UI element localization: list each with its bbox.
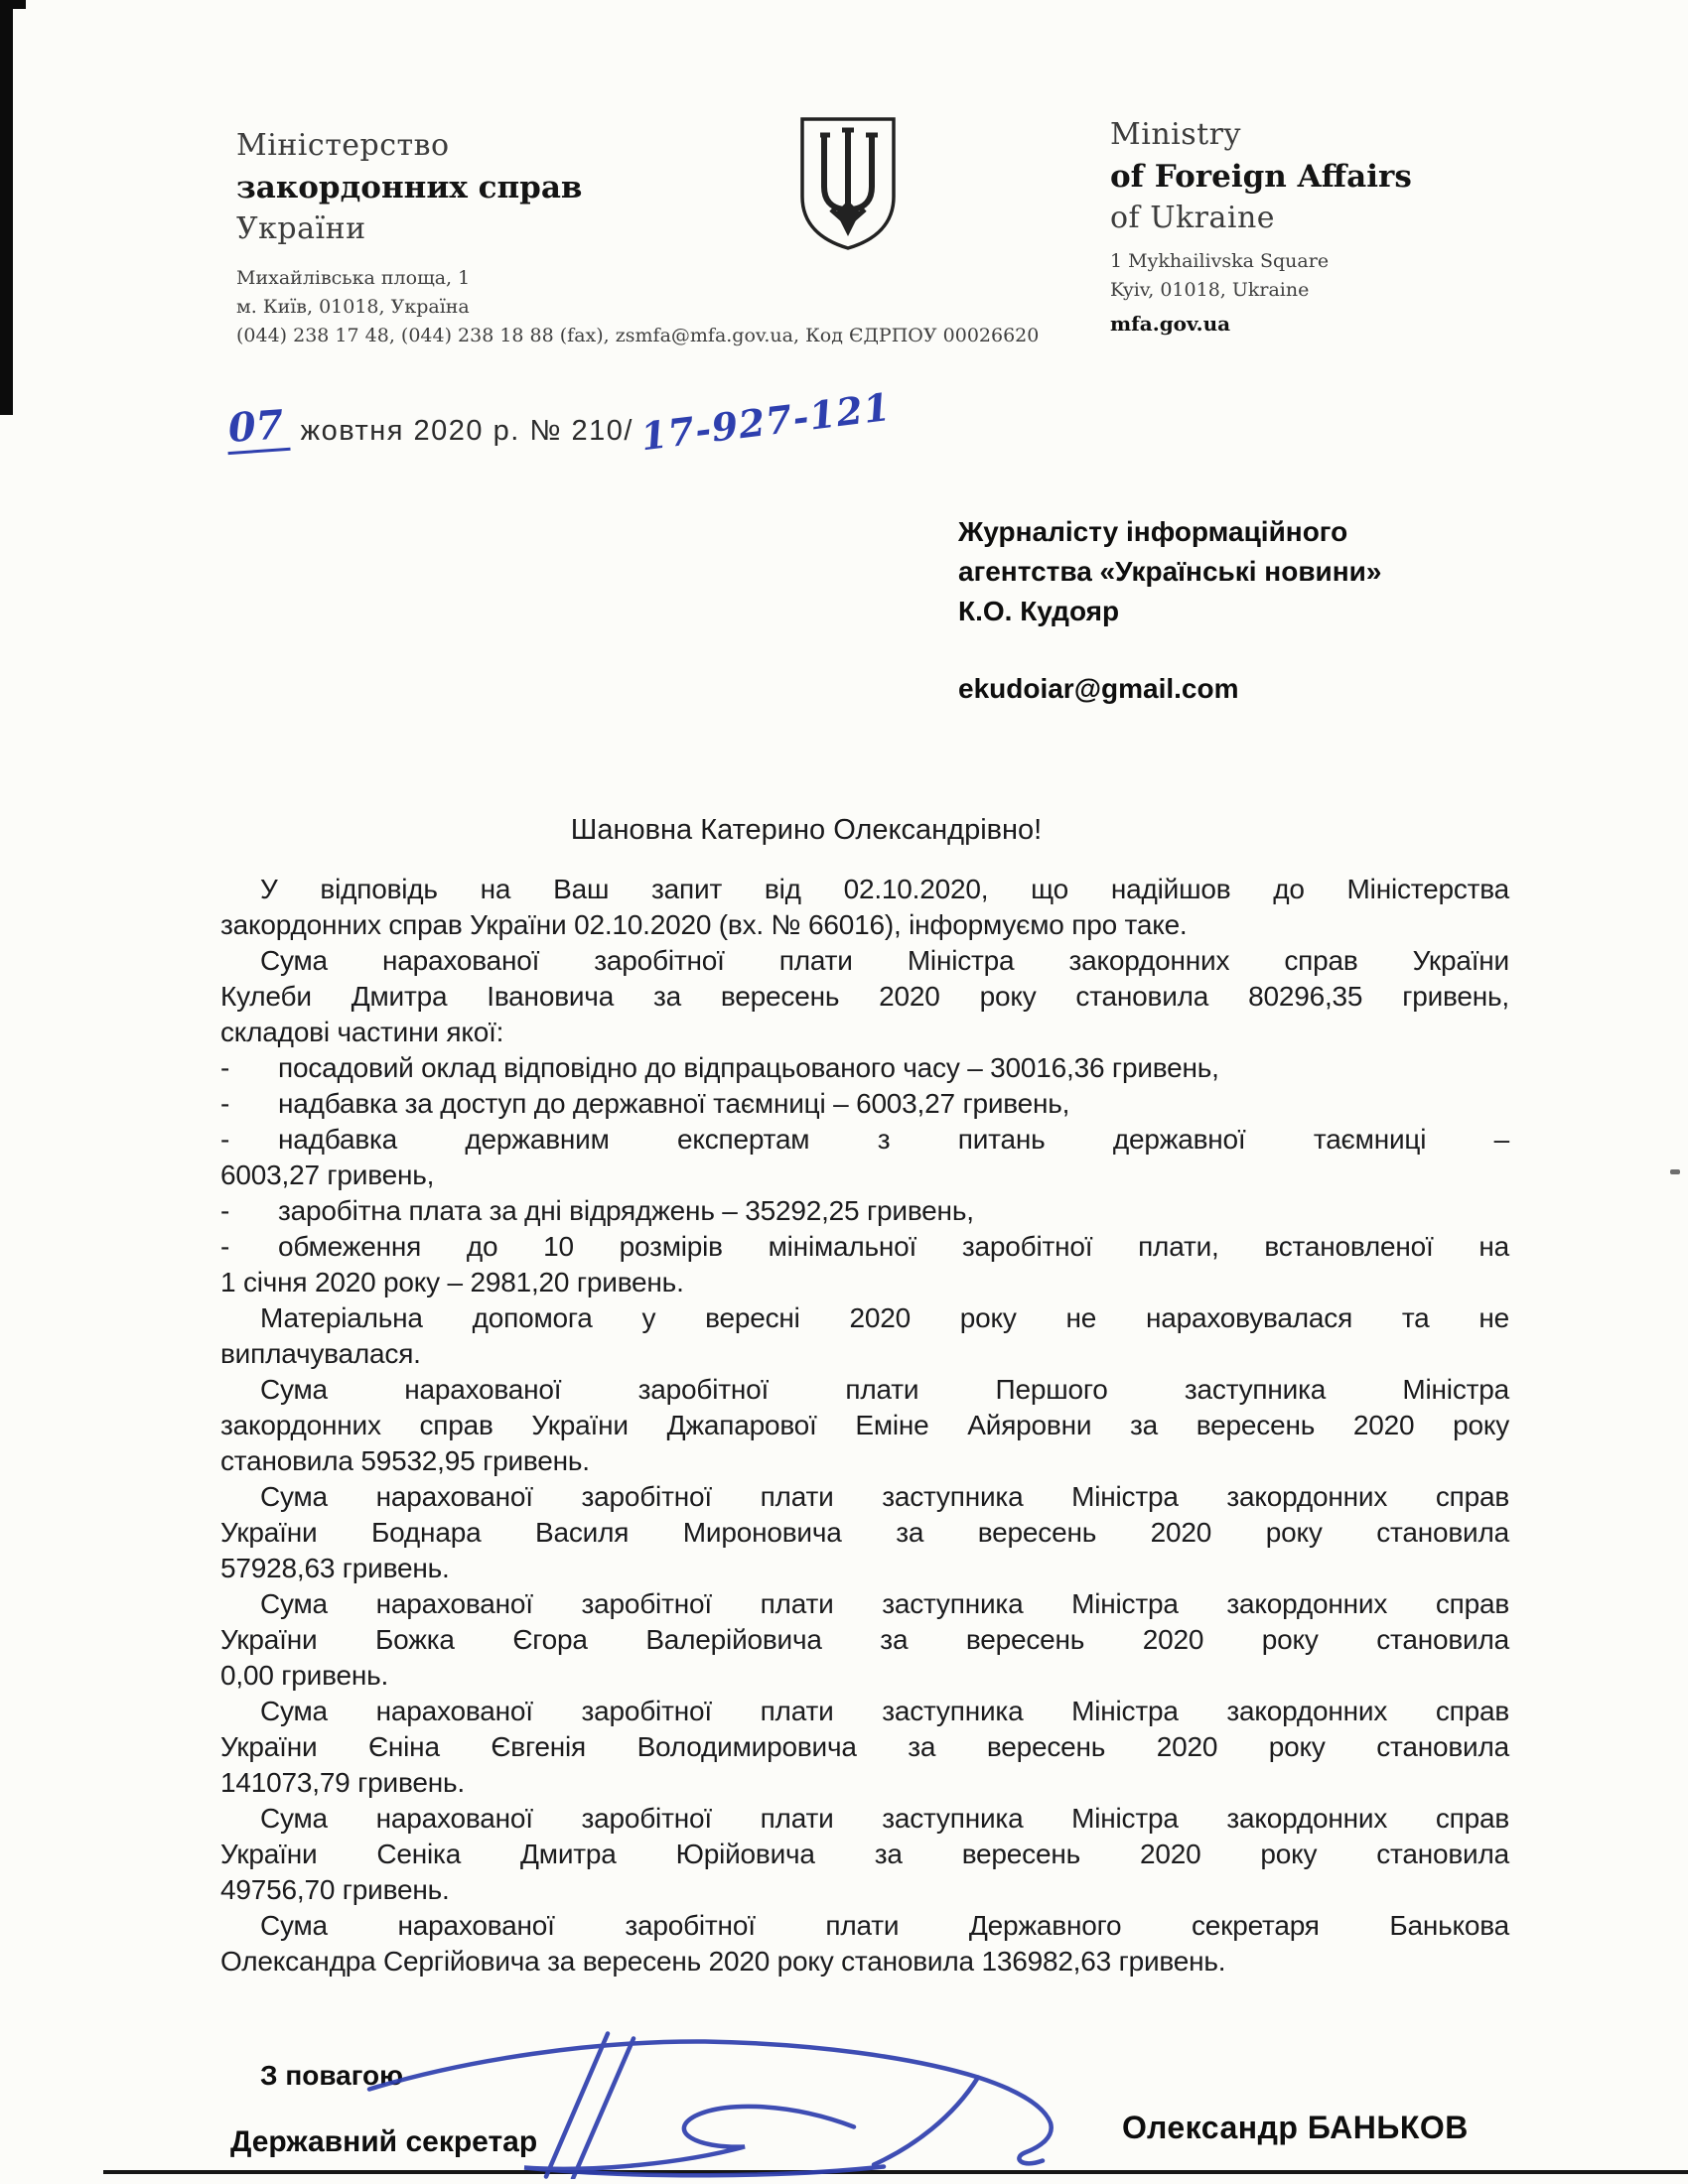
org-name-uk-line1: Міністерство [236, 128, 450, 163]
org-name-en-line1: Ministry [1110, 117, 1241, 152]
body-line: Сума нарахованої заробітної плати заступника Міністра закордонних справ [260, 1588, 1509, 1619]
body-line: - обмеження до 10 розмірів мінімальної заробітної плати, встановленої на [220, 1229, 1509, 1265]
letterhead-ukrainian [236, 125, 1039, 350]
scan-artifact-speck [1670, 1169, 1680, 1174]
body-line: 6003,27 гривень, [220, 1160, 435, 1190]
handwritten-signature [357, 2005, 1092, 2179]
body-line: України Сеніка Дмитра Юрійовича за вересень 2020 року становила [220, 1839, 1509, 1869]
body-line: 57928,63 гривень. [220, 1553, 450, 1583]
address-en-line2: Kyiv, 01018, Ukraine [1110, 279, 1310, 301]
body-line: Кулеби Дмитра Івановича за вересень 2020 року становила 80296,35 гривень, [220, 981, 1509, 1012]
org-name-uk-line3: України [236, 211, 366, 246]
address-uk-line1: Михайлівська площа, 1 [236, 267, 471, 289]
body-line: складові частини якої: [220, 1017, 504, 1047]
org-name-uk-line2: закордонних справ [236, 170, 583, 205]
closing-phrase: З повагою [260, 2060, 404, 2091]
body-line: виплачувалася. [220, 1338, 421, 1369]
address-uk-contacts: (044) 238 17 48, (044) 238 18 88 (fax), zsmfa@mfa.gov.ua, Код ЄДРПОУ 00026620 [236, 325, 1040, 346]
bullet-dash: - [220, 1231, 230, 1262]
body-line: Матеріальна допомога у вересні 2020 року не нараховувалася та не [260, 1302, 1509, 1333]
body-line: 1 січня 2020 року – 2981,20 гривень. [220, 1267, 684, 1297]
body-line: 0,00 гривень. [220, 1660, 389, 1691]
body-line: 141073,79 гривень. [220, 1767, 465, 1798]
bullet-dash: - [220, 1124, 230, 1155]
handwritten-reference-number: 17-927-121 [637, 383, 894, 460]
body-line: - надбавка державним експертам з питань державної таємниці – [220, 1122, 1509, 1158]
body-line: закордонних справ України 02.10.2020 (вх. № 66016), інформуємо про таке. [220, 909, 1188, 940]
body-line: - посадовий оклад відповідно до відпрацьованого часу – 30016,36 гривень, [220, 1050, 1509, 1086]
reference-line [226, 383, 894, 460]
website: mfa.gov.ua [1110, 312, 1231, 336]
body-line: становила 59532,95 гривень. [220, 1445, 590, 1476]
recipient-line2: агентства «Українські новини» [958, 556, 1382, 587]
body-line: Олександра Сергійовича за вересень 2020 року становила 136982,63 гривень. [220, 1946, 1226, 1977]
body-line: - надбавка за доступ до державної таємниці – 6003,27 гривень, [220, 1086, 1509, 1122]
body-line: Сума нарахованої заробітної плати заступника Міністра закордонних справ [260, 1481, 1509, 1512]
body-line: України Єніна Євгенія Володимировича за вересень 2020 року становила [220, 1731, 1509, 1762]
body-line: закордонних справ України Джапарової Еміне Айяровни за вересень 2020 року [220, 1410, 1509, 1440]
body-line: Сума нарахованої заробітної плати Першого заступника Міністра [260, 1374, 1509, 1405]
signer-title: Державний секретар [230, 2125, 538, 2158]
body-line: України Боднара Василя Мироновича за вересень 2020 року становила [220, 1517, 1509, 1548]
body-line: - заробітна плата за дні відряджень – 35292,25 гривень, [220, 1193, 1509, 1229]
recipient-block [958, 512, 1381, 709]
body-line: Сума нарахованої заробітної плати заступника Міністра закордонних справ [260, 1696, 1509, 1726]
body-line: Сума нарахованої заробітної плати заступника Міністра закордонних справ [260, 1803, 1509, 1834]
bullet-dash: - [220, 1088, 230, 1119]
letterhead-english [1110, 114, 1412, 339]
org-name-en-line2: of Foreign Affairs [1110, 159, 1412, 195]
signer-name: Олександр БАНЬКОВ [1122, 2110, 1469, 2145]
reference-printed-text: жовтня 2020 р. № 210/ [300, 415, 633, 447]
body-line: України Божка Єгора Валерійовича за вересень 2020 року становила [220, 1624, 1509, 1655]
recipient-line1: Журналісту інформаційного [958, 516, 1348, 547]
scan-artifact-left-bar [0, 0, 13, 415]
ukraine-trident-emblem-icon [796, 115, 900, 252]
bullet-dash: - [220, 1052, 230, 1083]
recipient-email: ekudoiar@gmail.com [958, 673, 1239, 704]
body-line: 49756,70 гривень. [220, 1874, 450, 1905]
address-uk-line2: м. Київ, 01018, Україна [236, 296, 470, 318]
handwritten-day: 07 [224, 403, 290, 455]
recipient-line3: К.О. Кудояр [958, 596, 1120, 626]
body-line: У відповідь на Ваш запит від 02.10.2020, що надійшов до Міністерства [260, 874, 1509, 904]
bullet-dash: - [220, 1195, 230, 1226]
address-en-line1: 1 Mykhailivska Square [1110, 250, 1330, 272]
letter-body [220, 872, 1509, 1979]
body-line: Сума нарахованої заробітної плати Державного секретаря Банькова [260, 1910, 1509, 1941]
salutation: Шановна Катерино Олександрівно! [570, 814, 1043, 846]
body-line: Сума нарахованої заробітної плати Міністра закордонних справ України [260, 945, 1509, 976]
scan-artifact-top-corner [0, 0, 26, 9]
org-name-en-line3: of Ukraine [1110, 201, 1276, 235]
